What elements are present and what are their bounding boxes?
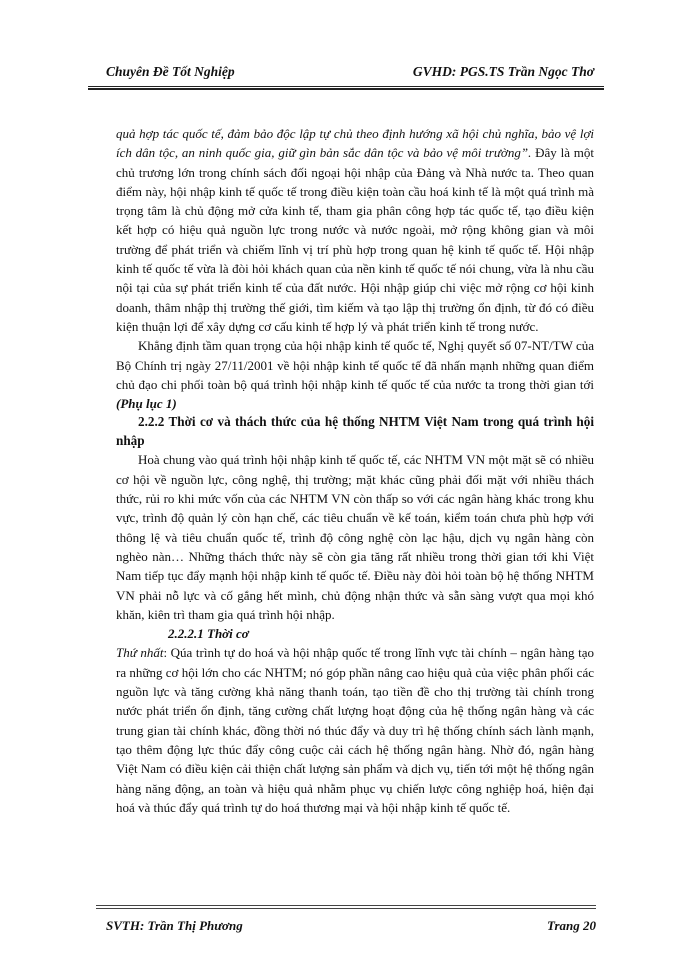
paragraph-1-text: Đây là một chủ trương lớn trong chính sách đối ngoại hội nhập của Đảng và Nhà nước ta. Theo quan điểm này, hội nhập kinh tế quốc tế trong điều kiện toàn cầu hoá kinh tế là một quá trình mà trọng tâm là chủ động mở cửa kinh tế, tham gia phân công hợp tác quốc tế, tạo điều kiện kết hợp có hiệu quả nguồn lực trong nước và nước ngoài, mở rộng không gian và môi trường để phát triển và chiếm lĩnh vị trí phù hợp trong quan hệ kinh tế quốc tế. Hội nhập kinh tế quốc tế vừa là đòi hỏi khách quan của nền kinh tế quốc tế nói chung, vừa là nhu cầu nội tại của sự phát triển kinh tế của đất nước. Hội nhập giúp chi việc mở rộng cơ hội kinh doanh, thâm nhập thị trường thế giới, tìm kiếm và tạo lập thị trường ổn định, từ đó có điều kiện thuận lợi để xây dựng cơ cấu kinh tế hợp lý và phát triển kinh tế trong nước. [116,145,595,334]
document-body [116,124,594,817]
paragraph-2-text: Khẳng định tầm quan trọng của hội nhập kinh tế quốc tế, Nghị quyết số 07-NT/TW của Bộ Chính trị ngày 27/11/2001 về hội nhập kinh tế quốc tế đã nhấn mạnh những quan điểm chủ đạo chi phối toàn bộ quá trình hội nhập kinh tế quốc tế của nước ta trong thời gian tới [116,338,594,392]
header-advisor: GVHD: PGS.TS Trần Ngọc Thơ [412,64,594,79]
paragraph-3: Hoà chung vào quá trình hội nhập kinh tế quốc tế, các NHTM VN một mặt sẽ có nhiều cơ hội về nguồn lực, công nghệ, thị trường; mặt khác cũng phải đối mặt với nhiều thách thức, rủi ro khi mức vốn của các NHTM VN còn thấp so với các ngân hàng khác trong khu vực, trình độ quản lý còn hạn chế, các tiêu chuẩn về kế toán, kiểm toán chưa phù hợp với thông lệ và tiêu chuẩn quốc tế, trình độ công nghệ còn lạc hậu, dịch vụ ngân hàng còn nghèo nàn… Những thách thức này sẽ còn gia tăng rất nhiều trong thời gian tới khi Việt Nam tiếp tục đẩy mạnh hội nhập kinh tế quốc tế. Điều này đòi hỏi toàn bộ hệ thống NHTM VN phải nỗ lực và cố gắng hết mình, chủ động nhận thức và sẵn sàng vượt qua mọi khó khăn, kiên trì tham gia quá trình hội nhập. [116,452,594,622]
footer-divider [96,908,596,909]
paragraph-4-text: : Qúa trình tự do hoá và hội nhập quốc tế trong lĩnh vực tài chính – ngân hàng tạo ra những cơ hội lớn cho các NHTM; nó góp phần nâng cao hiệu quả của việc phân phối các nguồn lực và tăng cường khả năng thanh toán, tạo tiền đề cho thị trường tài chính trong nước phát triển ổn định, tăng cường chất lượng hoạt động của hệ thống ngân hàng và các trung gian tài chính khác, đồng thời nó thúc đẩy và duy trì hệ thống chính sách lành mạnh, tạo thêm động lực thúc đẩy công cuộc cải cách hệ thống ngân hàng. Nhờ đó, ngân hàng Việt Nam có điều kiện cải thiện chất lượng sản phẩm và dịch vụ, tiến tới một hệ thống ngân hàng năng động, an toàn và hiệu quả nhằm phục vụ chiến lược công nghiệp hoá, hiện đại hoá và thúc đẩy quá trình tự do hoá thương mại và hội nhập kinh tế quốc tế. [116,645,594,815]
first-point-label: Thứ nhất [116,645,164,661]
paragraph-2 [116,336,594,413]
page-header [88,60,604,87]
paragraph-4 [116,643,594,817]
header-title: Chuyên Đề Tốt Nghiệp [106,64,235,79]
footer-student: SVTH: Trần Thị Phương [106,918,243,933]
quote-continuation: quả hợp tác quốc tế, đảm bảo độc lập tự chủ theo định hướng xã hội chủ nghĩa, bảo vệ lợi ích dân tộc, an ninh quốc gia, giữ gìn bản sắc dân tộc và bảo vệ môi trường”. [116,126,594,161]
header-divider [88,88,604,90]
appendix-reference: (Phụ lục 1) [116,396,177,412]
paragraph-1 [116,124,594,336]
section-heading: 2.2.2 Thời cơ và thách thức của hệ thống NHTM Việt Nam trong quá trình hội nhập [116,414,594,448]
page-footer [96,905,596,942]
subsection-heading: 2.2.2.1 Thời cơ [168,626,249,642]
page-number: Trang 20 [547,918,596,933]
